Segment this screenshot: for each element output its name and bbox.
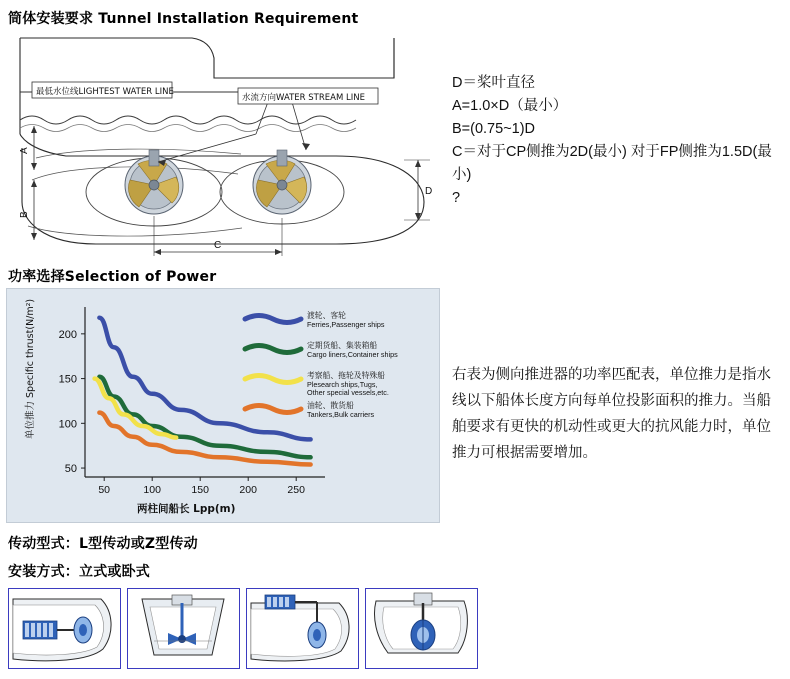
svg-text:最低水位线LIGHTEST WATER LINE: 最低水位线LIGHTEST WATER LINE (36, 87, 174, 97)
svg-text:Cargo liners,Container ships: Cargo liners,Container ships (307, 350, 398, 359)
svg-text:C: C (214, 240, 222, 251)
svg-text:B: B (19, 211, 30, 218)
tunnel-installation-diagram (6, 30, 446, 260)
installation-thumbnail-row (8, 588, 478, 672)
svg-text:Other special vessels,etc.: Other special vessels,etc. (307, 388, 389, 397)
install-type-line: 安装方式：立式或卧式 (8, 564, 150, 580)
thumb-vertical-drive-section[interactable] (127, 588, 240, 669)
svg-text:150: 150 (191, 484, 209, 496)
formula-b: B=(0.75~1)D (452, 121, 536, 137)
power-selection-note: 右表为侧向推进器的功率匹配表，单位推力是指水线以下船体长度方向每单位投影面积的推力。当船舶要求有更快的机动性或更大的抗风能力时，单位推力可根据需要增加。 (452, 367, 771, 461)
svg-text:渡轮、客轮: 渡轮、客轮 (307, 311, 346, 320)
svg-text:考察船、拖轮及特殊船: 考察船、拖轮及特殊船 (307, 371, 385, 380)
page-title-tunnel: 筒体安装要求 Tunnel Installation Requirement (8, 11, 359, 27)
thumb-horizontal-drive-bow[interactable] (8, 588, 121, 669)
svg-text:50: 50 (98, 484, 111, 496)
svg-text:Plesearch ships,Tugs,: Plesearch ships,Tugs, (307, 380, 378, 389)
thumb-l-drive-bow[interactable] (246, 588, 359, 669)
svg-text:水流方向WATER STREAM LINE: 水流方向WATER STREAM LINE (242, 93, 365, 103)
formula-c: C＝对于CP侧推为2D(最小) 对于FP侧推为1.5D(最小) (452, 144, 772, 183)
svg-text:A: A (19, 147, 30, 154)
svg-text:200: 200 (58, 328, 77, 341)
page-title-power: 功率选择Selection of Power (8, 269, 217, 285)
svg-text:Tankers,Bulk carriers: Tankers,Bulk carriers (307, 410, 375, 419)
tunnel-formula-list (452, 72, 782, 210)
svg-text:100: 100 (58, 418, 77, 431)
svg-text:单位推力 Specific thrust(N/m²): 单位推力 Specific thrust(N/m²) (25, 298, 36, 439)
formula-a: A=1.0×D（最小） (452, 98, 568, 114)
drive-type-line: 传动型式：L型传动或Z型传动 (8, 536, 198, 552)
specific-thrust-chart (6, 288, 440, 523)
svg-text:100: 100 (143, 484, 161, 496)
svg-text:50: 50 (64, 463, 77, 476)
svg-text:150: 150 (58, 373, 77, 386)
svg-text:250: 250 (287, 484, 305, 496)
formula-extra: ? (452, 190, 461, 206)
svg-text:两柱间船长 Lpp(m): 两柱间船长 Lpp(m) (137, 503, 236, 515)
svg-text:Ferries,Passenger ships: Ferries,Passenger ships (307, 320, 385, 329)
svg-text:定期货船、集装箱船: 定期货船、集装箱船 (307, 341, 378, 350)
svg-text:D: D (425, 186, 433, 197)
formula-d: D＝桨叶直径 (452, 75, 535, 91)
svg-text:油轮、散货船: 油轮、散货船 (307, 401, 354, 410)
svg-text:200: 200 (239, 484, 257, 496)
thumb-z-drive-bow[interactable] (365, 588, 478, 669)
